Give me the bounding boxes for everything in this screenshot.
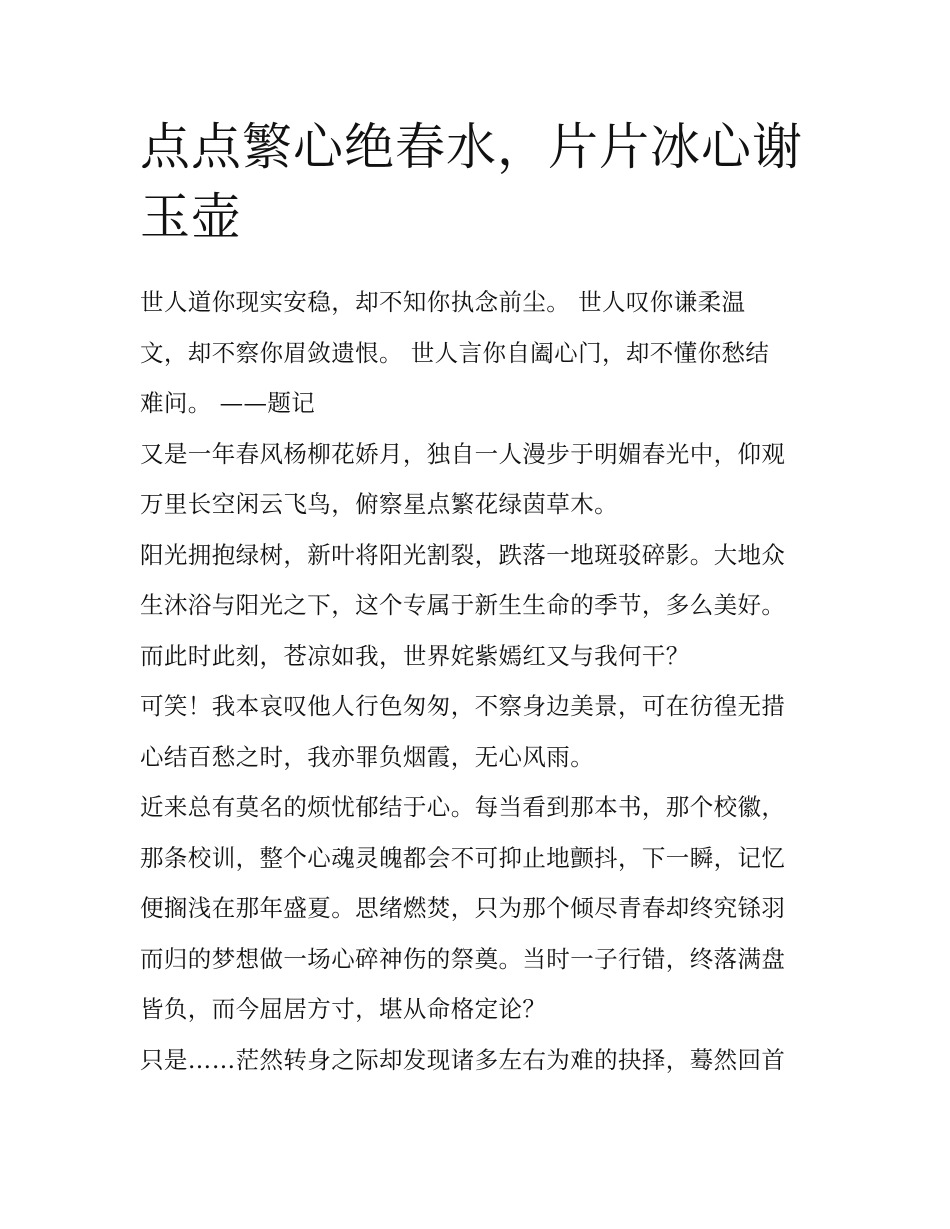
text-line: 只是……茫然转身之际却发现诸多左右为难的抉择，蓦然回首 (140, 1045, 786, 1074)
text-line: 难问。 ——题记 (140, 389, 316, 417)
text-line: 心结百愁之时，我亦罪负烟霞，无心风雨。 (140, 742, 595, 771)
paragraph (140, 1035, 840, 1086)
text-line: 文，却不察你眉敛遗恨。 世人言你自阖心门，却不懂你愁结 (140, 338, 770, 367)
text-line: 便搁浅在那年盛夏。思绪燃焚，只为那个倾尽青春却终究铩羽 (140, 894, 786, 922)
title-line: 玉壶 (140, 188, 242, 246)
document-title (140, 112, 830, 252)
text-line: 生沐浴与阳光之下，这个专属于新生生命的季节，多么美好。 (140, 591, 786, 619)
paragraph (140, 429, 840, 530)
document-body (140, 277, 840, 1085)
text-line: 又是一年春风杨柳花娇月，独自一人漫步于明媚春光中，仰观 (140, 439, 786, 468)
paragraph-epigraph (140, 277, 840, 429)
paragraph (140, 681, 840, 782)
text-line: 而此时此刻，苍凉如我，世界姹紫嫣红又与我何干？ (140, 641, 690, 670)
text-line: 万里长空闲云飞鸟，俯察星点繁花绿茵草木。 (140, 490, 618, 518)
paragraph (140, 782, 840, 1035)
text-line: 近来总有莫名的烦忧郁结于心。每当看到那本书，那个校徽， (140, 793, 786, 821)
text-line: 那条校训，整个心魂灵魄都会不可抑止地颤抖，下一瞬，记忆 (140, 843, 786, 872)
text-line: 世人道你现实安稳，却不知你执念前尘。 世人叹你谦柔温 (140, 288, 746, 316)
title-line: 点点繁心绝春水，片片冰心谢 (140, 118, 803, 176)
text-line: 而归的梦想做一场心碎神伤的祭奠。当时一子行错，终落满盘 (140, 944, 786, 973)
paragraph (140, 530, 840, 682)
text-line: 皆负，而今屈居方寸，堪从命格定论？ (140, 995, 547, 1023)
text-line: 阳光拥抱绿树，新叶将阳光割裂，跌落一地斑驳碎影。大地众 (140, 540, 786, 569)
text-line: 可笑！我本哀叹他人行色匆匆，不察身边美景，可在彷徨无措 (140, 692, 786, 720)
